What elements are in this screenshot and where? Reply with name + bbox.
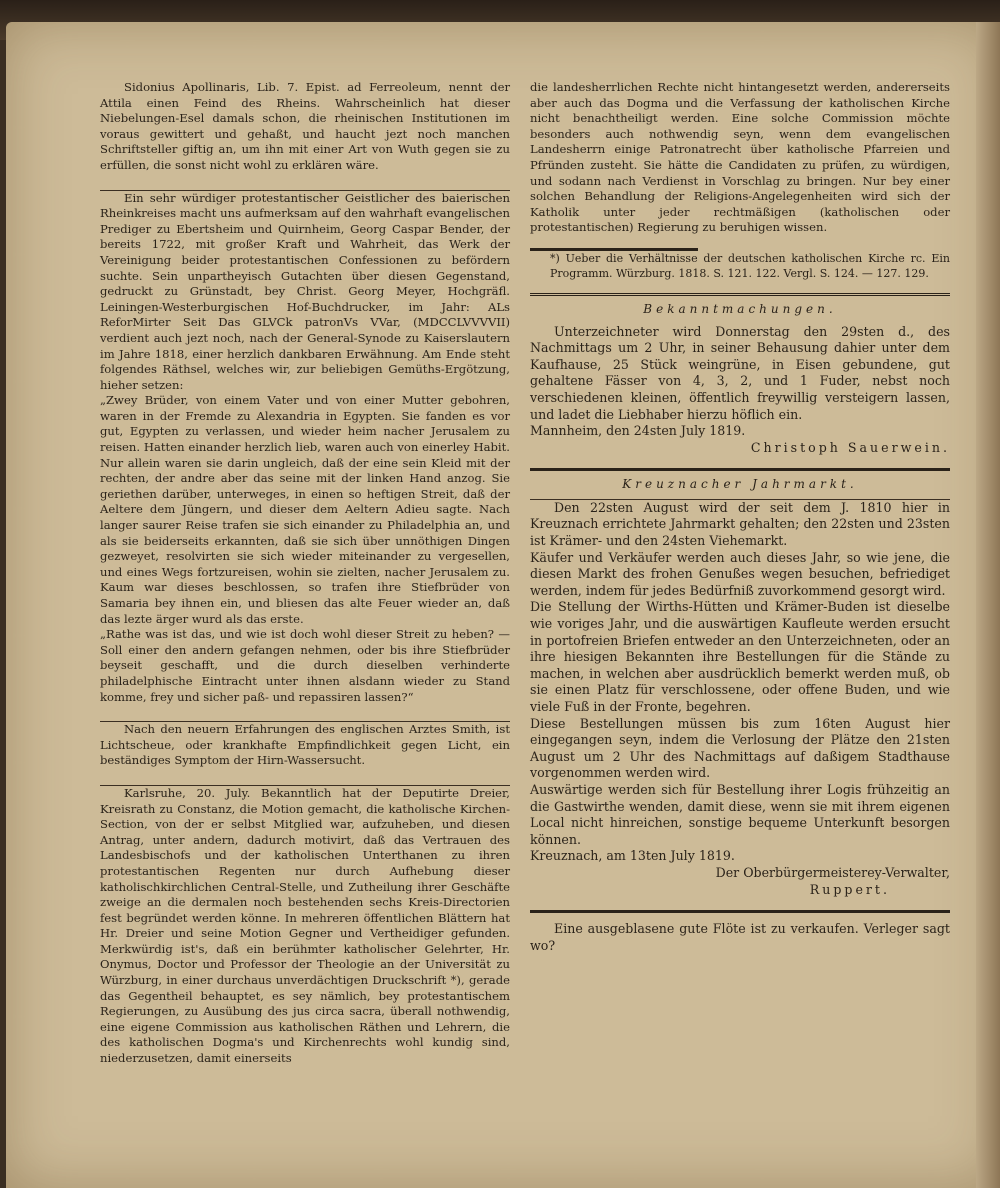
- section-heading: Bekanntmachungen.: [643, 301, 837, 316]
- paragraph-riddle: „Zwey Brüder, von einem Vater und von einer Mutter gebohren, waren in der Fremde zu Alexandria in Egypten. Sie fanden es vor gut, Egypten zu verlassen, und wieder heim nacher Jerusalem zu reisen. Hatten einander herzlich lieb, waren auch von einerley Habit. Nur allein waren sie darin ungleich, daß der eine sein Kleid mit der rechten, der andre aber das seine mit der linken Hand anzog. Sie geriethen darüber, unterweges, in einen so heftigen Streit, daß der Aeltere dem Jüngern, und dieser dem Aeltern Adieu sagte. Nach langer saurer Reise trafen sie sich einander zu Philadelphia an, und als sie beiderseits erkannten, daß sie sich über unnöthigen Dingen gezweyet, resolvirten sie sich wieder miteinander zu vergesellen, und eines Wegs fortzureisen, wohin sie zielten, nacher Jerusalem zu. Kaum war dieses beschlossen, so trafen ihre Stiefbrüder von Samaria bey ihnen ein, und bliesen das alte Feuer wieder an, daß das lezte ärger wurd als das erste.: [100, 393, 510, 626]
- divider: [530, 910, 950, 913]
- notice-market-buyers: Käufer und Verkäufer werden auch dieses Jahr, so wie jene, die diesen Markt des frohen Genußes wegen besuchen, befriediget werden, indem für jedes Bedürfniß zuvorkommend gesorgt wird.: [530, 549, 950, 598]
- notice-market-place: Kreuznach, am 13ten July 1819.: [530, 848, 735, 864]
- section-divider: [530, 293, 950, 296]
- paragraph-continuation: die landesherrlichen Rechte nicht hintangesetzt werden, andererseits aber auch das Dogma und die Verfassung der katholischen Kirche nicht benachtheiligt werden. Eine solche Commission möchte besonders auch nothwendig seyn, wenn dem evangelischen Landesherrn einige Patronatrecht über katholische Pfarreien und Pfründen zusteht. Sie hätte die Candidaten zu prüfen, zu würdigen, und sodann nach Verdienst in Vorschlag zu bringen. Nur bey einer solchen Behandlung der Religions-Angelegenheiten wird sich der Katholik unter jeder rechtmäßigen (katholischen oder protestantischen) Regierung zu beruhigen wissen.: [530, 80, 950, 235]
- notice-market-deadline: Diese Bestellungen müssen bis zum 16ten August hier eingegangen seyn, indem die Verlosung der Plätze den 21sten August um 2 Uhr des Nachmittags auf daßigem Stadthause vorgenommen werden wird.: [530, 715, 950, 781]
- notice-market-stalls: Die Stellung der Wirths-Hütten und Krämer-Buden ist dieselbe wie voriges Jahr, und die auswärtigen Kaufleute werden ersucht in portofreien Briefen entweder an den Unterzeichneten, oder an ihre hiesigen Bekannten ihre Bestellungen für die Stände zu machen, in welchen aber ausdrücklich bemerkt werden muß, ob sie einen Platz für verschlossene, oder offene Buden, und wie viele Fuß in der Fronte, begehren.: [530, 599, 950, 714]
- notice-auction-place: Mannheim, den 24sten July 1819.: [530, 423, 746, 439]
- notice-auction-signature: Christoph Sauerwein.: [750, 439, 950, 455]
- divider: [530, 468, 950, 471]
- paragraph-bender: Ein sehr würdiger protestantischer Geistlicher des baierischen Rheinkreises macht uns aufmerksam auf den wahrhaft evangelischen Prediger zu Ebertsheim und Quirnheim, Georg Caspar Bender, der bereits 1722, mit großer Kraft und Wahrheit, das Werk der Vereinigung beider protestantischen Confessionen zu befördern suchte. Sein unpartheyisch Gutachten über diesen Gegenstand, gedruckt zu Grünstadt, bey Christ. Georg Meyer, Hochgräfl. Leiningen-Westerburgischen Hof-Buchdrucker, im Jahr: ALs ReforMirter Seit Das GLVCk patronVs VVar, (MDCCLVVVVII) verdient auch jezt noch, nach der General-Synode zu Kaiserslautern im Jahre 1818, einer herzlich dankbaren Erwähnung. Am Ende steht folgendes Räthsel, welches wir, zur beliebigen Gemüths-Ergötzung, hieher setzen:: [100, 190, 510, 392]
- market-heading: Kreuznacher Jahrmarkt.: [622, 477, 858, 492]
- page-edge: [976, 22, 1000, 1188]
- right-column: [530, 80, 950, 954]
- paragraph-sidonius: Sidonius Apollinaris, Lib. 7. Epist. ad Ferreoleum, nennt der Attila einen Feind des Rheins. Wahrscheinlich hat dieser Niebelungen-Esel damals schon, die rheinischen Institutionen im voraus gewittert und gehaßt, und haucht jezt noch manchen Schriftsteller giftig an, um ihn mit einer Art von Wuth gegen sie zu erfüllen, die sonst nicht wohl zu erklären wäre.: [100, 80, 510, 172]
- paragraph-riddle-question: „Rathe was ist das, und wie ist doch wohl dieser Streit zu heben? — Soll einer den andern gefangen nehmen, oder bis ihre Stiefbrüder beyseit geschafft, und die durch dieselben verhinderte philadelphische Eintracht unter ihnen alsdann wieder zu Stand komme, frey und sicher paß- und repassiren lassen?“: [100, 627, 510, 704]
- notice-market-lodging: Auswärtige werden sich für Bestellung ihrer Logis frühzeitig an die Gastwirthe wenden, damit diese, wenn sie mit ihrem eigenen Local nicht hinreichen, sonstige bequeme Unterkunft besorgen können.: [530, 781, 950, 847]
- notice-market-signature: Ruppert.: [809, 881, 890, 897]
- paragraph-smith: Nach den neuern Erfahrungen des englischen Arztes Smith, ist Lichtscheue, oder krankhafte Empfindlichkeit gegen Licht, ein beständiges Symptom der Hirn-Wassersucht.: [100, 722, 510, 768]
- notice-market-date: Den 22sten August wird der seit dem J. 1810 hier in Kreuznach errichtete Jahrmarkt gehalten; den 22sten und 23sten ist Krämer- und den 24sten Viehemarkt.: [530, 499, 950, 549]
- notice-auction: Unterzeichneter wird Donnerstag den 29sten d., des Nachmittags um 2 Uhr, in seiner Behausung dahier unter dem Kaufhause, 25 Stück weingrüne, in Eisen gebundene, gut gehaltene Fässer von 4, 3, 2, und 1 Fuder, nebst noch verschiedenen kleinen, öffentlich freywillig versteigern lassen, und ladet die Liebhaber hierzu höflich ein.: [530, 323, 950, 422]
- left-column: [100, 80, 510, 1067]
- footnote: *) Ueber die Verhältnisse der deutschen katholischen Kirche rc. Ein Programm. Würzburg. 1818. S. 121. 122. Vergl. S. 124. — 127. 129.: [550, 251, 950, 280]
- paragraph-karlsruhe: Karlsruhe, 20. July. Bekanntlich hat der Deputirte Dreier, Kreisrath zu Constanz, die Motion gemacht, die katholische Kirchen-Section, von der er selbst Mitglied war, aufzuheben, und diesen Antrag, unter andern, dadurch motivirt, daß das Vertrauen des Landesbischofs und der katholischen Unterthanen zu ihren protestantischen Regenten nur durch Aufhebung dieser katholischkirchlichen Central-Stelle, und Zutheilung ihrer Geschäfte zweige an die dermalen noch bestehenden sechs Kreis-Directorien fest begründet werden könne. In mehreren öffentlichen Blättern hat Hr. Dreier und seine Motion Gegner und Vertheidiger gefunden. Merkwürdig ist's, daß ein berühmter katholischer Gelehrter, Hr. Onymus, Doctor und Professor der Theologie an der Universität zu Würzburg, in einer durchaus unverdächtigen Druckschrift *), gerade das Gegentheil behauptet, es sey nämlich, bey protestantischem Regierungen, zu Ausübung des jus circa sacra, überall nothwendig, eine eigene Commission aus katholischen Räthen und Lehrern, die des katholischen Dogma's und Kirchenrechts wohl kundig sind, niederzusetzen, damit einerseits: [100, 785, 510, 1066]
- notice-flute: Eine ausgeblasene gute Flöte ist zu verkaufen. Verleger sagt wo?: [530, 921, 950, 953]
- notice-market-office: Der Oberbürgermeisterey-Verwalter,: [715, 864, 950, 880]
